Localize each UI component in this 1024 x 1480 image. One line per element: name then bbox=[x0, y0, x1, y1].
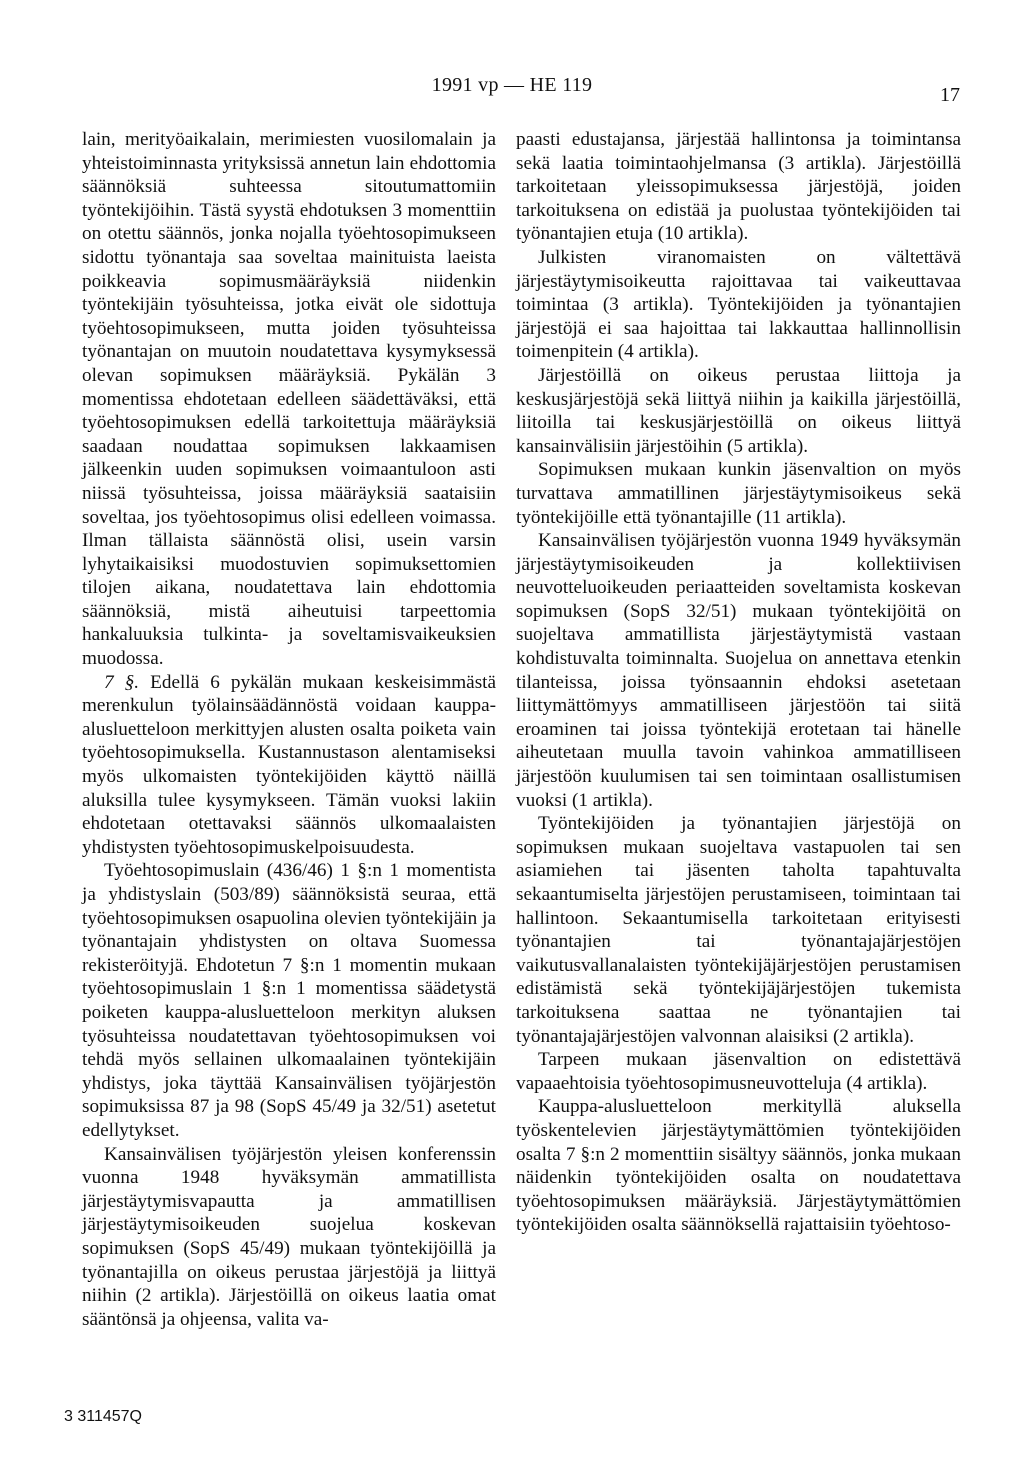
right-column bbox=[516, 128, 961, 1237]
paragraph: Järjestöillä on oikeus perustaa liittoja ja keskusjärjestöjä sekä liittyä niihin ja kaikilla järjestöillä, liitoilla tai keskusjärjestöillä on oikeus liittyä kansainvälisiin järjestöihin (5 artikla). bbox=[516, 364, 961, 457]
paragraph: Kansainvälisen työjärjestön vuonna 1949 hyväksymän järjestäytymisoikeuden ja kollektiivisen neuvotteluoikeuden periaatteiden soveltamista koskevan sopimuksen (SopS 32/51) mukaan työntekijöitä on suojeltava ammatillista järjestäytymistä vastaan kohdistuvalta toiminnalta. Suojelua on annettava etenkin tilanteissa, joissa työnsaannin ehdoksi asetetaan liittymättömyys ammatilliseen järjestöön tai siitä eroaminen tai joissa työntekijä erotetaan tai hänelle aiheutetaan muulla tavoin vahinkoa ammatilliseen järjestöön kuulumisen tai sen toimintaan osallistumisen vuoksi (1 artikla). bbox=[516, 530, 961, 811]
paragraph: Julkisten viranomaisten on vältettävä järjestäytymisoikeutta rajoittavaa tai vaikeuttavaa toimintaa (3 artikla). Työntekijöiden ja työnantajien järjestöjä ei saa hajoittaa tai lakkauttaa hallinnollisin toimenpitein (4 artikla). bbox=[516, 246, 961, 363]
paragraph-text: Edellä 6 pykälän mukaan keskeisimmästä merenkulun työlainsäädännöstä voidaan kauppa-alusluetteloon merkittyjen alusten osalta poiketa vain työehtosopimuksella. Kustannustason alentamiseksi myös ulkomaisten työntekijöiden käyttö näillä aluksilla tulee kysymykseen. Tämän vuoksi lakiin ehdotetaan otettavaksi säännös ulkomaalaisten yhdistysten työehtosopimuskelpoisuudesta. bbox=[82, 671, 497, 858]
paragraph: Kauppa-alusluetteloon merkityllä aluksella työskentelevien järjestäytymättömien työntekijöiden osalta 7 §:n 2 momenttiin sisältyy säännös, jonka mukaan näidenkin työntekijöiden osalta on noudatettava työehtosopimuksen määräyksiä. Järjestäytymättömien työntekijöiden osalta säännöksellä rajattaisiin työehtoso- bbox=[516, 1096, 961, 1236]
section-label: 7 §. bbox=[104, 671, 140, 693]
running-head: 1991 vp — HE 119 bbox=[431, 74, 593, 96]
print-code: 3 311457Q bbox=[64, 1408, 142, 1425]
paragraph: Työehtosopimuslain (436/46) 1 §:n 1 momentista ja yhdistyslain (503/89) säännöksistä seuraa, että työehtosopimuksen osapuolina olevien työntekijäin ja työnantajain yhdistysten on oltava Suomessa rekisteröityjä. Ehdotetun 7 §:n 1 momentin mukaan työehtosopimuslain 1 §:n 1 momentissa säädetystä poiketen kauppa-alusluetteloon merkityn aluksen työsuhteissa noudatettavan työehtosopimuksen voi tehdä myös sellainen ulkomaalainen työntekijäin yhdistys, joka täyttää Kansainvälisen työjärjestön sopimuksissa 87 ja 98 (SopS 45/49 ja 32/51) asetetut edellytykset. bbox=[82, 860, 496, 1141]
page-number: 17 bbox=[940, 84, 960, 106]
paragraph-section-7 bbox=[82, 671, 496, 860]
paragraph: paasti edustajansa, järjestää hallintonsa ja toimintansa sekä laatia toimintaohjelmansa (3 artikla). Järjestöillä tarkoitetaan yleissopimuksessa järjestöjä, joiden tarkoituksena on edistää ja puolustaa työntekijöiden tai työnantajien etuja (10 artikla). bbox=[516, 129, 961, 245]
paragraph: lain, merityöaikalain, merimiesten vuosilomalain ja yhteistoiminnasta yrityksissä annetun lain ehdottomia säännöksiä suhteessa sitoutumattomiin työntekijöihin. Tästä syystä ehdotuksen 3 momenttiin on otettu säännös, jonka nojalla työehtosopimukseen sidottu työnantaja saa soveltaa mainituista laeista poikkeavia sopimusmääräyksiä niidenkin työntekijäin työsuhteissa, jotka eivät ole sidottuja työehtosopimukseen, mutta joiden työsuhteissa työnantajan on muutoin noudatettava kysymyksessä olevan sopimuksen määräyksiä. Pykälän 3 momentissa ehdotetaan edelleen säädettäväksi, että työehtosopimuksen edellä tarkoitettuja määräyksiä saadaan noudattaa sopimuksen lakkaamisen jälkeenkin uuden sopimuksen voimaantuloon asti niissä työsuhteissa, joissa määräyksiä saataisiin soveltaa, jos työehtosopimus olisi edelleen voimassa. Ilman tällaista säännöstä olisi, usein varsin lyhytaikaisiksi muodostuvien sopimuksettomien tilojen aikana, noudatettava lain ehdottomia säännöksiä, mistä aiheutuisi tarpeettomia hankaluuksia tulkinta- ja soveltamisvaikeuksien muodossa. bbox=[82, 129, 496, 670]
left-column bbox=[82, 128, 496, 1331]
page-header bbox=[0, 74, 1024, 104]
paragraph: Työntekijöiden ja työnantajien järjestöjä on sopimuksen mukaan suojeltava vastapuolen tai sen asiamiehen tai jäsenten taholta tapahtuvalta sekaantumiselta järjestöjen perustamiseen, toimintaan tai hallintoon. Sekaantumisella tarkoitetaan erityisesti työnantajien tai työnantajajärjestöjen vaikutusvallanalaisten työntekijäjärjestöjen perustamisen edistämistä sekä työntekijäjärjestöjen tukemista tarkoituksena saattaa ne työnantajien tai työnantajajärjestöjen valvonnan alaisiksi (2 artikla). bbox=[516, 813, 961, 1047]
paragraph: Sopimuksen mukaan kunkin jäsenvaltion on myös turvattava ammatillinen järjestäytymisoikeus sekä työntekijöille että työnantajille (11 artikla). bbox=[516, 459, 961, 528]
paragraph: Kansainvälisen työjärjestön yleisen konferenssin vuonna 1948 hyväksymän ammatillista järjestäytymisvapautta ja ammatillisen järjestäytymisoikeuden suojelua koskevan sopimuksen (SopS 45/49) mukaan työntekijöillä ja työnantajilla on oikeus perustaa järjestöjä ja liittyä niihin (2 artikla). Järjestöillä on oikeus laatia omat sääntönsä ja ohjeensa, valita va- bbox=[82, 1143, 496, 1330]
paragraph: Tarpeen mukaan jäsenvaltion on edistettävä vapaaehtoisia työehtosopimusneuvotteluja (4 artikla). bbox=[516, 1049, 961, 1094]
